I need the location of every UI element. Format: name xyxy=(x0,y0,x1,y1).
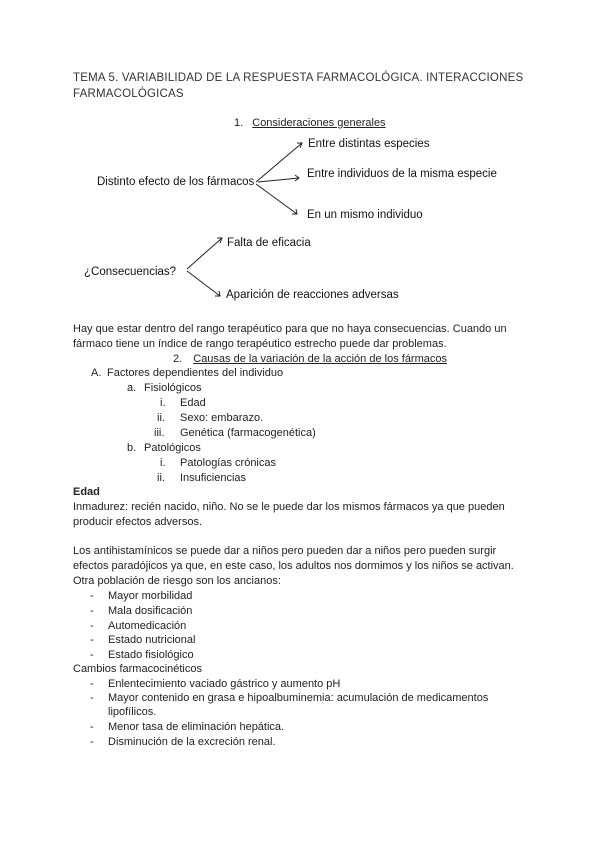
outline-b-item-2 xyxy=(157,471,247,486)
list-dash: - xyxy=(90,721,94,733)
list-dash: - xyxy=(90,590,94,602)
outline-a-item-1 xyxy=(160,396,206,411)
risk-item-4: Estado nutricional xyxy=(108,634,196,646)
section-2-heading xyxy=(173,352,447,367)
pk-item-4: Disminución de la excreción renal. xyxy=(108,736,276,748)
arrow-to-reacciones xyxy=(187,271,220,296)
outline-a-item-2-label: Sexo: embarazo. xyxy=(180,412,264,424)
list-dash: - xyxy=(90,649,94,661)
paragraph-1-line-2: fármaco tiene un índice de rango terapéutico estrecho puede dar problemas. xyxy=(73,338,447,350)
risk-list-item xyxy=(90,589,193,604)
edad-p2-line-3: Otra población de riesgo son los ancianos: xyxy=(73,575,281,587)
section-1-label: Consideraciones generales xyxy=(252,117,386,129)
outline-b-item-1 xyxy=(160,456,276,471)
outline-a-item-3-marker: iii. xyxy=(154,427,165,439)
outline-A xyxy=(91,366,284,381)
outline-a-item-2 xyxy=(157,411,264,426)
diagram-1-source: Distinto efecto de los fármacos xyxy=(97,176,255,188)
list-dash: - xyxy=(90,678,94,690)
arrow-to-mismo-individuo xyxy=(256,184,297,214)
outline-a-item-2-marker: ii. xyxy=(157,412,165,424)
pk-heading: Cambios farmacocinéticos xyxy=(73,663,202,675)
diagram-1-target-2: Entre individuos de la misma especie xyxy=(307,168,497,180)
list-dash: - xyxy=(90,634,94,646)
outline-a-item-3 xyxy=(154,426,316,441)
risk-item-5: Estado fisiológico xyxy=(108,649,194,661)
outline-a xyxy=(127,381,202,396)
risk-item-3: Automedicación xyxy=(108,620,187,632)
outline-a-marker: a. xyxy=(127,382,137,394)
section-2-number: 2. xyxy=(173,353,183,365)
diagram-1-target-3: En un mismo individuo xyxy=(307,209,423,221)
diagram-2-target-1: Falta de eficacia xyxy=(227,237,311,249)
risk-list-item xyxy=(90,619,187,634)
risk-list-item xyxy=(90,633,196,648)
pk-item-2: Mayor contenido en grasa e hipoalbuminemia: acumulación de medicamentos xyxy=(108,692,489,704)
outline-a-item-1-marker: i. xyxy=(160,397,166,409)
title-line-1: TEMA 5. VARIABILIDAD DE LA RESPUESTA FARMACOLÓGICA. INTERACCIONES xyxy=(73,72,524,84)
title-line-2: FARMACOLÓGICAS xyxy=(73,88,184,100)
section-1-number: 1. xyxy=(234,117,244,129)
outline-b xyxy=(127,441,201,456)
outline-a-label: Fisiológicos xyxy=(144,382,202,394)
risk-list-item xyxy=(90,604,193,619)
pk-list-item xyxy=(90,691,489,706)
list-dash: - xyxy=(90,736,94,748)
edad-p2-line-2: efectos paradójicos ya que, en este caso, los adultos nos dormimos y los niños se activan. xyxy=(73,560,514,572)
risk-list-item xyxy=(90,648,194,663)
outline-a-item-1-label: Edad xyxy=(180,397,206,409)
outline-a-item-3-label: Genética (farmacogenética) xyxy=(180,427,316,439)
outline-b-label: Patológicos xyxy=(144,442,201,454)
outline-b-item-1-label: Patologías crónicas xyxy=(180,457,276,469)
section-2-label: Causas de la variación de la acción de los fármacos xyxy=(193,353,447,365)
outline-A-label: Factores dependientes del individuo xyxy=(107,367,284,379)
pk-list-item xyxy=(90,720,285,735)
outline-b-item-1-marker: i. xyxy=(160,457,166,469)
risk-item-1: Mayor morbilidad xyxy=(108,590,193,602)
outline-b-item-2-marker: ii. xyxy=(157,472,165,484)
pk-list-item xyxy=(90,735,276,750)
diagram-2-source: ¿Consecuencias? xyxy=(84,266,177,278)
pk-item-2-continuation: lipofílicos. xyxy=(108,706,157,718)
outline-b-marker: b. xyxy=(127,442,137,454)
edad-heading: Edad xyxy=(73,486,100,498)
list-dash: - xyxy=(90,620,94,632)
pk-item-3: Menor tasa de eliminación hepática. xyxy=(108,721,285,733)
edad-p1-line-1: Inmadurez: recién nacido, niño. No se le puede dar los mismos fármacos ya que pueden xyxy=(73,501,505,513)
pk-item-1: Enlentecimiento vaciado gástrico y aumento pH xyxy=(108,678,341,690)
list-dash: - xyxy=(90,692,94,704)
diagram-2-target-2: Aparición de reacciones adversas xyxy=(226,289,399,301)
risk-item-2: Mala dosificación xyxy=(108,605,193,617)
arrow-to-individuos xyxy=(258,178,299,182)
edad-p2-line-1: Los antihistamínicos se puede dar a niños pero pueden dar a niños pero pueden surgir xyxy=(73,545,497,557)
arrow-to-falta-eficacia xyxy=(187,238,222,269)
list-dash: - xyxy=(90,605,94,617)
edad-p1-line-2: producir efectos adversos. xyxy=(73,516,203,528)
pk-list-item xyxy=(90,677,341,692)
outline-b-item-2-label: Insuficiencias xyxy=(180,472,247,484)
outline-A-marker: A. xyxy=(91,367,102,379)
paragraph-1-line-1: Hay que estar dentro del rango terapéutico para que no haya consecuencias. Cuando un xyxy=(73,323,507,335)
arrow-to-especies xyxy=(256,143,302,182)
diagram-1-target-1: Entre distintas especies xyxy=(308,138,430,150)
